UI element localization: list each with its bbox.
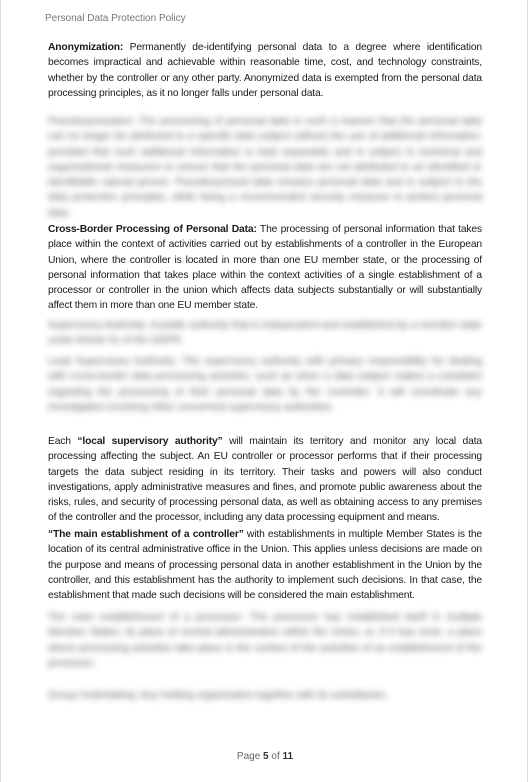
blurred-paragraph-1: Pseudonymization: The processing of personal data in such a manner that the personal data can no longer be attributed to a specific data subject without the use of additional information, provided that such additional information is kept separately and is subject to technical and organisational measures to ensure that the personal data are not attributed to an identified or identifiable natural person. Pseudonymized data remains personal data and is subject to the data protection principles, while being a recommended security measure to protect personal data. [48, 116, 482, 219]
total-page-count: 11 [282, 751, 294, 762]
paragraph-main-establishment [48, 527, 482, 603]
page-footer [1, 751, 528, 762]
term-anonymization: Anonymization: [48, 42, 124, 53]
term-local-authority: “local supervisory authority” [77, 436, 223, 447]
footer-page-middle: of [268, 751, 283, 762]
definition-anonymization: Permanently de-identifying personal data to a degree where identification becomes impractical and achievable within reasonable time, cost, and technology constraints, whether by the controller or any other party. Anonymized data is exempted from the personal data processing principles, as it no longer falls under personal data. [48, 42, 482, 99]
definition-local-authority: will maintain its territory and monitor any local data processing affecting the subject. An EU controller or processor performs that if their processing targets the data subject residing in its territory. Their tasks and powers will also conduct investigations, apply administrative measures and fines, and promote public awareness about the risks, rules, and security of processing personal data, as well as obtaining access to any premises of the controller and the processor, including any data processing equipment and means. [48, 436, 483, 524]
page-header: Personal Data Protection Policy [45, 13, 186, 24]
term-cross-border: Cross-Border Processing of Personal Data: [48, 224, 257, 235]
blurred-paragraph-3: Lead Supervisory Authority: The supervisory authority with primary responsibility for dealing with cross-border data processing activities, such as when a data subject makes a complaint regarding the processing of their personal data by the controller. It will coordinate any investigation involving other concerned supervisory authorities. [48, 356, 482, 413]
footer-page-prefix: Page [236, 751, 264, 762]
blurred-paragraph-5: Group Undertaking: Any holding organization together with its subsidiaries. [48, 690, 388, 701]
current-page-number: 5 [263, 751, 269, 762]
blurred-paragraph-2: Supervisory Authority: A public authority that is independent and established by a member state under Article 51 of the GDPR. [48, 320, 482, 347]
term-main-establishment: “The main establishment of a controller” [48, 529, 244, 540]
paragraph-anonymization [48, 40, 482, 101]
definition-main-establishment: with establishments in multiple Member States is the location of its central administrative office in the Union. This applies unless decisions are made on the purpose and means of processing personal data in another establishment in the Union by the controller, and this establishment has the authority to implement such decisions. In that case, the establishment that made such decisions will be considered the main establishment. [48, 529, 482, 602]
paragraph-local-authority [48, 434, 482, 526]
blurred-paragraph-4: The main establishment of a processor: The processor has established itself in multiple Member States, its place of central administration within the Union; or, if it has none, a place where processing activities take place in the context of the activities of an establishment of the processor. [48, 612, 482, 669]
definition-cross-border: The processing of personal information that takes place within the context of activities carried out by establishments of a controller in the European Union, where the controller is located in more than one EU member state, or the processing of personal information that takes place within the context activities of a single establishment of a processor or controller in the union which affects data subjects substantially or will substantially affect them in more than one EU member state. [48, 224, 482, 312]
prefix-local-authority: Each [48, 436, 78, 447]
paragraph-cross-border [48, 222, 482, 314]
